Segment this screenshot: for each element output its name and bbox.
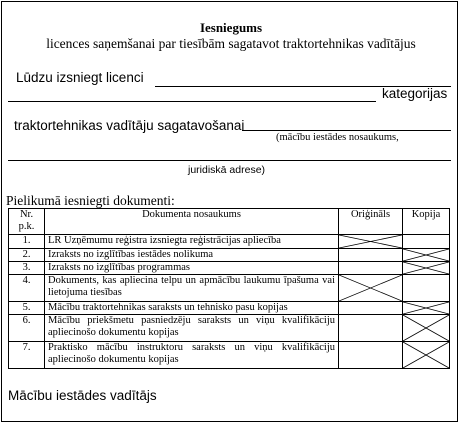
column-header-copy: Kopija [403, 209, 450, 235]
signature-label: Mācību iestādes vadītājs [8, 388, 157, 403]
table-row [9, 262, 450, 275]
row-number: 4. [9, 275, 45, 302]
cross-mark-icon [339, 275, 402, 301]
document-name: Mācību traktortehnikas saraksts un tehnisko pasu kopijas [45, 302, 339, 315]
table-row [9, 342, 450, 369]
original-checkbox[interactable] [339, 262, 403, 275]
copy-checkbox[interactable] [403, 249, 450, 262]
copy-checkbox[interactable] [403, 315, 450, 342]
copy-checkbox[interactable] [403, 275, 450, 302]
category-field-line[interactable] [8, 101, 376, 102]
trainers-label: traktortehnikas vadītāju sagatavošanai [14, 118, 245, 133]
cross-mark-icon [403, 249, 449, 261]
column-header-name: Dokumenta nosaukums [45, 209, 339, 235]
row-number: 2. [9, 249, 45, 262]
table-header-row [9, 209, 450, 235]
copy-checkbox[interactable] [403, 342, 450, 369]
cross-mark-icon [403, 302, 449, 314]
request-label: Lūdzu izsniegt licenci [16, 70, 144, 85]
copy-checkbox[interactable] [403, 235, 450, 249]
table-row [9, 302, 450, 315]
copy-checkbox[interactable] [403, 302, 450, 315]
form-title: Iesniegums [199, 20, 263, 35]
cross-mark-icon [339, 235, 402, 248]
row-number: 3. [9, 262, 45, 275]
copy-checkbox[interactable] [403, 262, 450, 275]
document-name: LR Uzņēmumu reģistra izsniegta reģistrācijas apliecība [45, 235, 339, 249]
column-header-number: Nr. p.k. [9, 209, 45, 235]
cross-mark-icon [403, 262, 449, 274]
cross-mark-icon [403, 315, 449, 341]
original-checkbox[interactable] [339, 275, 403, 302]
row-number: 1. [9, 235, 45, 249]
original-checkbox[interactable] [339, 302, 403, 315]
institution-name-line[interactable] [242, 130, 451, 131]
document-name: Dokuments, kas apliecina telpu un apmācību laukumu īpašuma vai lietojuma tiesības [45, 275, 339, 302]
original-checkbox[interactable] [339, 342, 403, 369]
document-name: Izraksts no izglītības iestādes nolikuma [45, 249, 339, 262]
original-checkbox[interactable] [339, 235, 403, 249]
column-header-original: Oriģināls [339, 209, 403, 235]
institution-hint: (mācību iestādes nosaukums, [276, 132, 399, 143]
document-name: Mācību priekšmetu pasniedzēju saraksts un viņu kvalifikāciju apliecinošo dokumentu kopijas [45, 315, 339, 342]
table-row [9, 315, 450, 342]
table-row [9, 235, 450, 249]
category-label: kategorijas [382, 86, 448, 101]
document-name: Izraksts no izglītības programmas [45, 262, 339, 275]
address-field-line[interactable] [8, 160, 451, 161]
document-name: Praktisko mācību instruktoru saraksts un viņu kvalifikāciju apliecinošo dokumentu kopijas [45, 342, 339, 369]
row-number: 5. [9, 302, 45, 315]
attachments-heading: Pielikumā iesniegti dokumenti: [6, 193, 175, 208]
cross-mark-icon [403, 342, 449, 368]
original-checkbox[interactable] [339, 249, 403, 262]
original-checkbox[interactable] [339, 315, 403, 342]
form-subtitle: licences saņemšanai par tiesībām sagatavot traktortehnikas vadītājus [46, 36, 416, 51]
table-row [9, 275, 450, 302]
address-hint: juridiskā adrese) [188, 164, 266, 176]
attachments-table [8, 208, 450, 369]
row-number: 7. [9, 342, 45, 369]
table-row [9, 249, 450, 262]
row-number: 6. [9, 315, 45, 342]
